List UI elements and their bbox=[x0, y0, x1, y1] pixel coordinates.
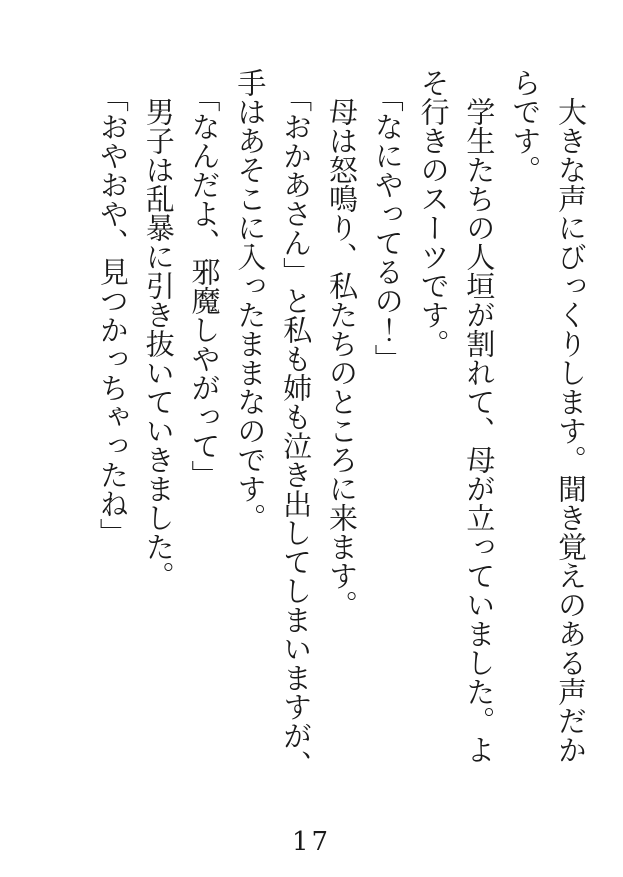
paragraph-dialogue: 「おかあさん」と私も姉も泣き出してしまいますが、手はあそこに入ったままなのです。 bbox=[233, 68, 314, 779]
paragraph-dialogue: 「なにやってるの！」 bbox=[370, 82, 405, 373]
paragraph: 大きな声にびっくりします。聞き覚えのある声だからです。 bbox=[508, 68, 588, 764]
paragraph: 学生たちの人垣が割れて、母が立っていました。よそ行きのスーツです。 bbox=[416, 68, 497, 764]
paragraph: 男子は乱暴に引き抜いていきました。 bbox=[141, 97, 176, 590]
paragraph-dialogue: 「なんだよ、邪魔しやがって」 bbox=[187, 82, 222, 489]
page-number: 17 bbox=[291, 827, 332, 857]
page-text bbox=[20, 68, 593, 782]
paragraph-dialogue: 「おやおや、見つかっちゃったね」 bbox=[95, 82, 130, 547]
paragraph: 母は怒鳴り、私たちのところに来ます。 bbox=[324, 97, 359, 619]
